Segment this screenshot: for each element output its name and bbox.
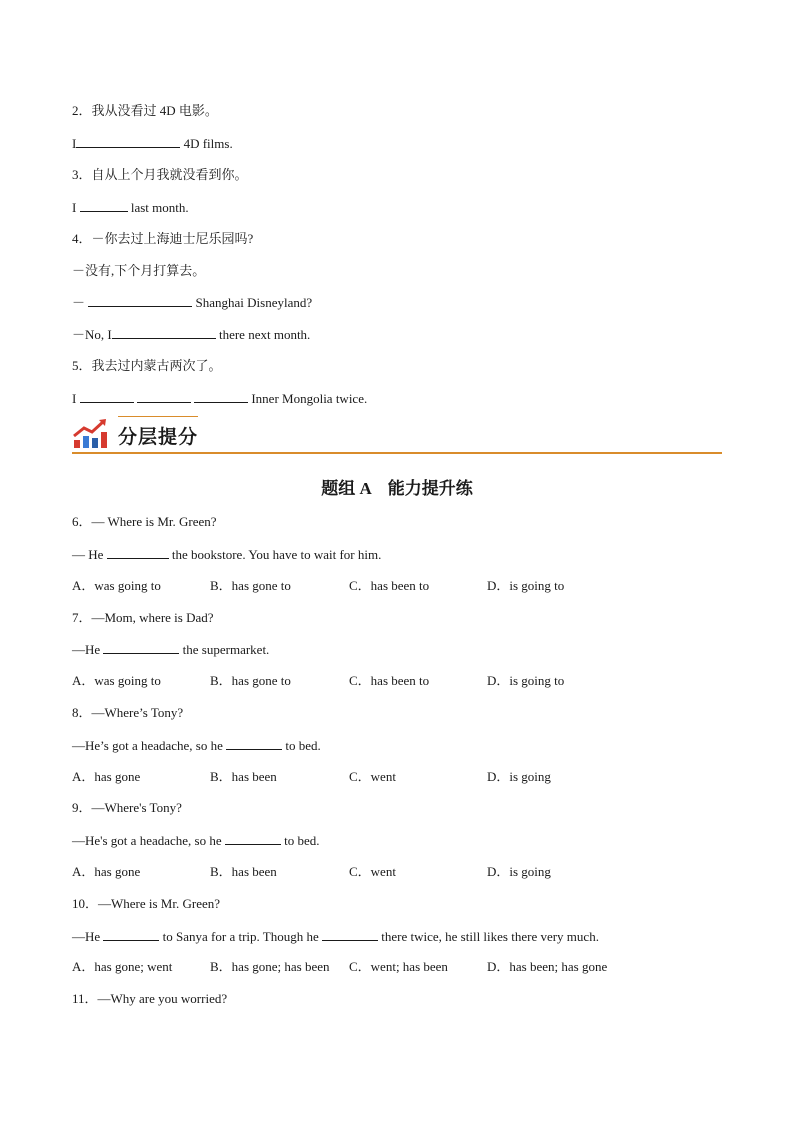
option-b[interactable]: B．has gone to (210, 673, 291, 688)
q4-answer-line-1: － Shanghai Disneyland? (72, 295, 313, 310)
q6-stem: 6．— Where is Mr. Green? (72, 514, 217, 529)
option-d[interactable]: D．has been; has gone (487, 959, 608, 974)
q9-sentence: —He's got a headache, so he to bed. (72, 833, 320, 848)
q7-sentence: —He the supermarket. (72, 642, 270, 657)
answer-blank[interactable] (80, 390, 134, 403)
q10-options (72, 959, 712, 975)
option-d[interactable]: D．is going (487, 769, 551, 784)
q2-prompt: 2．我从没看过 4D 电影。 (72, 103, 218, 118)
answer-blank[interactable] (112, 326, 216, 339)
option-c[interactable]: C．has been to (349, 673, 430, 688)
q10-sentence: —He to Sanya for a trip. Though he there twice, he still likes there very much. (72, 929, 599, 944)
option-c[interactable]: C．went; has been (349, 959, 448, 974)
option-b[interactable]: B．has been (210, 864, 277, 879)
answer-blank[interactable] (226, 737, 282, 750)
option-a[interactable]: A．has gone (72, 769, 141, 784)
section-title: 分层提分 (118, 426, 199, 448)
option-b[interactable]: B．has gone to (210, 578, 291, 593)
q8-stem: 8．—Where’s Tony? (72, 705, 184, 720)
option-c[interactable]: C．went (349, 864, 396, 879)
answer-blank[interactable] (107, 546, 169, 559)
q9-options (72, 864, 712, 880)
q4-prompt: 4．－你去过上海迪士尼乐园吗? (72, 231, 254, 246)
q7-stem: 7．—Mom, where is Dad? (72, 610, 214, 625)
answer-blank[interactable] (103, 928, 159, 941)
answer-blank[interactable] (137, 390, 191, 403)
q10-stem: 10．—Where is Mr. Green? (72, 896, 221, 911)
answer-blank[interactable] (76, 135, 180, 148)
option-b[interactable]: B．has gone; has been (210, 959, 330, 974)
answer-blank[interactable] (322, 928, 378, 941)
section-header (72, 412, 722, 454)
q5-prompt: 5．我去过内蒙古两次了。 (72, 358, 222, 373)
q11-stem: 11．—Why are you worried? (72, 991, 228, 1006)
q5-answer-line: I Inner Mongolia twice. (72, 391, 368, 406)
q8-sentence: —He’s got a headache, so he to bed. (72, 738, 321, 753)
option-a[interactable]: A．has gone; went (72, 959, 173, 974)
answer-blank[interactable] (194, 390, 248, 403)
q9-stem: 9．—Where's Tony? (72, 800, 182, 815)
option-a[interactable]: A．was going to (72, 578, 161, 593)
q2-answer-line: I 4D films. (72, 136, 233, 151)
option-b[interactable]: B．has been (210, 769, 277, 784)
option-c[interactable]: C．went (349, 769, 396, 784)
answer-blank[interactable] (225, 832, 281, 845)
group-title: 题组 A 能力提升练 (321, 479, 473, 498)
option-d[interactable]: D．is going (487, 864, 551, 879)
answer-blank[interactable] (80, 199, 128, 212)
q4-reply: －没有,下个月打算去。 (72, 263, 206, 278)
option-c[interactable]: C．has been to (349, 578, 430, 593)
q3-prompt: 3．自从上个月我就没看到你。 (72, 167, 248, 182)
answer-blank[interactable] (103, 641, 179, 654)
q7-options (72, 673, 712, 689)
option-a[interactable]: A．was going to (72, 673, 161, 688)
section-divider (72, 452, 722, 454)
option-a[interactable]: A．has gone (72, 864, 141, 879)
option-d[interactable]: D．is going to (487, 673, 565, 688)
answer-blank[interactable] (88, 294, 192, 307)
q6-options (72, 578, 712, 594)
section-top-bar (118, 416, 198, 417)
q6-sentence: — He the bookstore. You have to wait for him. (72, 547, 382, 562)
q8-options (72, 769, 712, 785)
option-d[interactable]: D．is going to (487, 578, 565, 593)
q4-answer-line-2: －No, I there next month. (72, 327, 311, 342)
q3-answer-line: I last month. (72, 200, 189, 215)
bar-chart-rising-icon (72, 418, 108, 450)
